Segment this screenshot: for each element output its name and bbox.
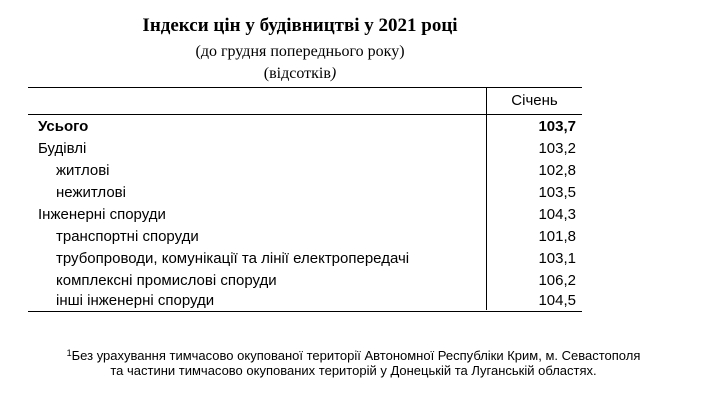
row-value: 103,1 xyxy=(538,250,576,267)
table-row-buildings xyxy=(28,138,582,160)
row-label: транспортні споруди xyxy=(56,228,199,245)
table-row-total xyxy=(28,116,582,138)
row-label: житлові xyxy=(56,162,110,179)
table-row-pipelines xyxy=(28,248,582,270)
table-row-transport xyxy=(28,226,582,248)
row-value: 104,5 xyxy=(538,292,576,309)
footnote-line-2: та частини тимчасово окупованих територій у Донецькій та Луганській областях. xyxy=(110,363,597,378)
row-value: 104,3 xyxy=(538,206,576,223)
row-value: 101,8 xyxy=(538,228,576,245)
table-header-divider xyxy=(28,114,582,115)
subtitle-base-period: (до грудня попереднього року) xyxy=(195,43,405,60)
row-value: 103,7 xyxy=(538,118,576,135)
footnote-marker: 1 xyxy=(66,348,72,358)
table-row-residential xyxy=(28,160,582,182)
row-value: 103,5 xyxy=(538,184,576,201)
row-value: 103,2 xyxy=(538,140,576,157)
subtitle-units-text: (відсотків xyxy=(263,65,331,82)
row-label: Інженерні споруди xyxy=(38,206,166,223)
table-row-nonresidential xyxy=(28,182,582,204)
table-row-industrial xyxy=(28,270,582,292)
subtitle-units-close: ) xyxy=(330,65,337,82)
footnote-text-1: Без урахування тимчасово окупованої території Автономної Республіки Крим, м. Севастополя xyxy=(71,348,641,363)
column-header-january: Січень xyxy=(511,92,558,109)
row-label: Будівлі xyxy=(38,140,87,157)
table-row-civil-engineering xyxy=(28,204,582,226)
row-label: нежитлові xyxy=(56,184,126,201)
row-value: 106,2 xyxy=(538,272,576,289)
row-label: комплексні промислові споруди xyxy=(56,272,277,289)
row-label: трубопроводи, комунікації та лінії електропередачі xyxy=(56,250,410,267)
subtitle-units xyxy=(0,64,600,84)
row-label: Усього xyxy=(38,118,89,135)
row-label: інші інженерні споруди xyxy=(56,292,215,309)
price-index-table xyxy=(28,87,582,312)
table-row-other-engineering xyxy=(28,290,582,312)
row-value: 102,8 xyxy=(538,162,576,179)
page-title: Індекси цін у будівництві у 2021 році xyxy=(142,15,458,36)
